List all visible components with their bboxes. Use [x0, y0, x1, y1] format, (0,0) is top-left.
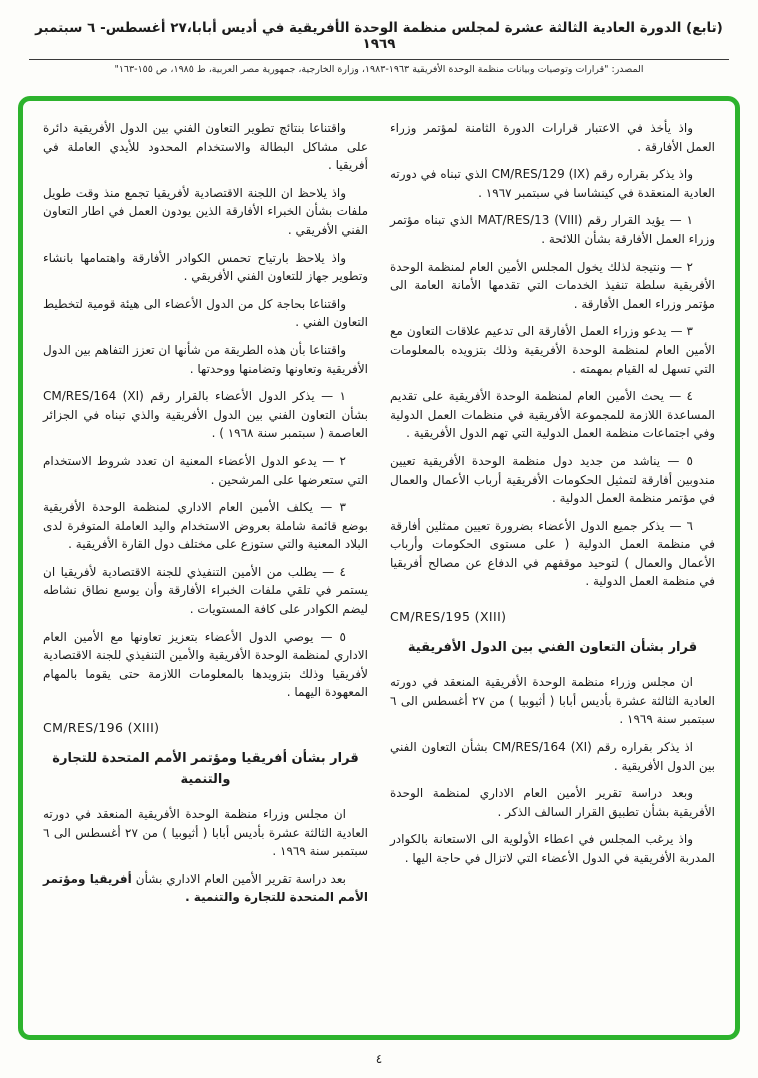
paragraph: واقتناعا بحاجة كل من الدول الأعضاء الى هيئة قومية لتخطيط التعاون الفني . — [43, 296, 368, 330]
paragraph: ان مجلس وزراء منظمة الوحدة الأفريقية المنعقد في دورته العادية الثالثة عشرة بأديس أبابا ( أثيوبيا ) من ٢٧ أغسطس الى ٦ سبتمبر سنة ١٩٦٩ . — [43, 807, 368, 859]
paragraph: واذ يرغب المجلس في اعطاء الأولوية الى الاستعانة بالكوادر المدربة الأفريقية في الدول الأعضاء التي لاتزال في حاجة اليها . — [390, 832, 715, 865]
source-citation: المصدر: "قرارات وتوصيات وبيانات منظمة الوحدة الأفريقية ١٩٦٣-١٩٨٣، وزارة الخارجية، جمهورية مصر العربية، ط ١٩٨٥، ص ١٥٥-١٦٣" — [114, 64, 644, 75]
column-left — [43, 119, 368, 1025]
paragraph: بعد دراسة تقرير الأمين العام الاداري بشأن أفريقيا ومؤتمر الأمم المتحدة للتجارة والتنمية . — [43, 871, 368, 905]
paragraph: واذ يأخذ في الاعتبار قرارات الدورة الثامنة لمؤتمر وزراء العمل الأفارقة . — [390, 121, 715, 154]
paragraph: اذ يذكر بقراره رقم CM/RES/164 (XI) بشأن التعاون الفني بين الدول الأفريقية . — [390, 740, 715, 773]
paragraph: ٣ — يكلف الأمين العام الاداري لمنظمة الوحدة الأفريقية بوضع قائمة شاملة بعروض الاستخدام واليد العاملة المتوفرة لدى البلاد المعنية والتي ستوزع على مختلف دول القارة الأفريقية . — [43, 500, 368, 552]
paragraph: ٤ — يطلب من الأمين التنفيذي للجنة الاقتصادية لأفريقيا ان يستمر في تلقي ملفات الخبراء الأفارقة وأن يوسع نطاق نشاطه ليضم الكوادر على كافة المستويات . — [43, 564, 368, 617]
paragraph: ١ — يذكر الدول الأعضاء بالقرار رقم CM/RES/164 (XI) بشأن التعاون الفني بين الدول الأفريقية والذي تبناه في الجزائر العاصمة ( سبتمبر سنة ١٩٦٨ ) . — [43, 389, 368, 441]
paragraph: واذ يذكر بقراره رقم CM/RES/129 (IX) الذي تبناه في دورته العادية المنعقدة في كينشاسا في سبتمبر ١٩٦٧ . — [390, 167, 715, 200]
text-columns — [43, 119, 715, 1025]
green-border-frame — [18, 96, 740, 1040]
paragraph: ان مجلس وزراء منظمة الوحدة الأفريقية المنعقد في دورته العادية الثالثة عشرة بأديس أبابا ( أثيوبيا ) من ٢٧ أغسطس الى ٦ سبتمبر سنة ١٩٦٩ . — [390, 675, 715, 727]
page-number: ٤ — [375, 1052, 383, 1066]
document-title: (تابع) الدورة العادية الثالثة عشرة لمجلس منظمة الوحدة الأفريقية في أديس أبابا،٢٧ أغسطس- ٦ سبتمبر ١٩٦٩ — [35, 20, 723, 52]
paragraph: ٥ — يناشد من جديد دول منظمة الوحدة الأفريقية تعيين مندوبين أفارقة لتمثيل الحكومات الأفريقية أرباب الأعمال والعمال في مؤتمر منظمة العمل الدولية . — [390, 453, 715, 506]
paragraph: واذ يلاحظ بارتياح تحمس الكوادر الأفارقة واهتمامها بانشاء وتطوير جهاز للتعاون الفني الأفريقي . — [43, 250, 368, 284]
paragraph: وبعد دراسة تقرير الأمين العام الاداري لمنظمة الوحدة الأفريقية بشأن تطبيق القرار السالف الذكر . — [390, 786, 715, 819]
resolution-reference: CM/RES/195 (XIII) — [390, 609, 507, 625]
paragraph: ٥ — يوصي الدول الأعضاء بتعزيز تعاونها مع الأمين العام الاداري لمنظمة الوحدة الأفريقية والأمين التنفيذي للجنة الاقتصادية لأفريقيا وذلك بتزويدها بالمعلومات اللازمة حتى يقوما بالمهام المعهودة اليهما . — [43, 629, 368, 700]
resolution-heading: قرار بشأن أفريقيا ومؤتمر الأمم المتحدة للتجارة والتنمية — [52, 751, 359, 788]
paragraph: ١ — يؤيد القرار رقم MAT/RES/13 (VIII) الذي تبناه مؤتمر وزراء العمل الأفارقة بشأن اللائحة . — [390, 213, 715, 246]
paragraph: ٤ — يحث الأمين العام لمنظمة الوحدة الأفريقية على تقديم المساعدة اللازمة للمجموعة الأفريقية في منظمات العمل الدولية وفي اجتماعات منظمة العمل الدولية التي تهم الدول الأفريقية . — [390, 389, 715, 441]
resolution-heading: قرار بشأن التعاون الفني بين الدول الأفريقية — [407, 640, 698, 656]
paragraph: واقتناعا بنتائج تطوير التعاون الفني بين الدول الأفريقية دائرة على مشاكل البطالة والاستخدام المحدود للأيدي العاملة في أفريقيا . — [43, 121, 368, 173]
document-header — [0, 0, 758, 75]
paragraph: ٢ — يدعو الدول الأعضاء المعنية ان تعدد شروط الاستخدام التي ستعرضها على المرشحين . — [43, 453, 368, 487]
paragraph: ٦ — يذكر جميع الدول الأعضاء بضرورة تعيين ممثلين أفارقة في منظمة العمل الدولية ( على مستوى الحكومات وأرباب الأعمال والعمال ) لتوحيد موقفهم في الدفاع عن مصالح أفريقيا في منظمة العمل الدولية . — [390, 518, 715, 589]
resolution-reference: CM/RES/196 (XIII) — [43, 720, 160, 736]
header-divider — [29, 59, 729, 60]
paragraph: واقتناعا بأن هذه الطريقة من شأنها ان تعزز التفاهم بين الدول الأفريقية وتعاونها وتضامنها ووحدتها . — [43, 342, 368, 376]
paragraph: واذ يلاحظ ان اللجنة الاقتصادية لأفريقيا تجمع منذ وقت طويل ملفات بشأن الخبراء الأفارقة الذين يودون العمل في اطار التعاون الفني الأفريقي . — [43, 185, 368, 237]
paragraph: ٣ — يدعو وزراء العمل الأفارقة الى تدعيم علاقات التعاون مع الأمين العام لمنظمة الوحدة الأفريقية وذلك بتزويده بالمعلومات التي تسهل له القيام بمهمته . — [390, 324, 715, 376]
paragraph: ٢ — ونتيجة لذلك يخول المجلس الأمين العام لمنظمة الوحدة الأفريقية سلطة تنفيذ الخدمات التي تقدمها الأمانة العامة الى مؤتمر وزراء العمل الأفارقة . — [390, 259, 715, 311]
column-right — [390, 119, 715, 1025]
